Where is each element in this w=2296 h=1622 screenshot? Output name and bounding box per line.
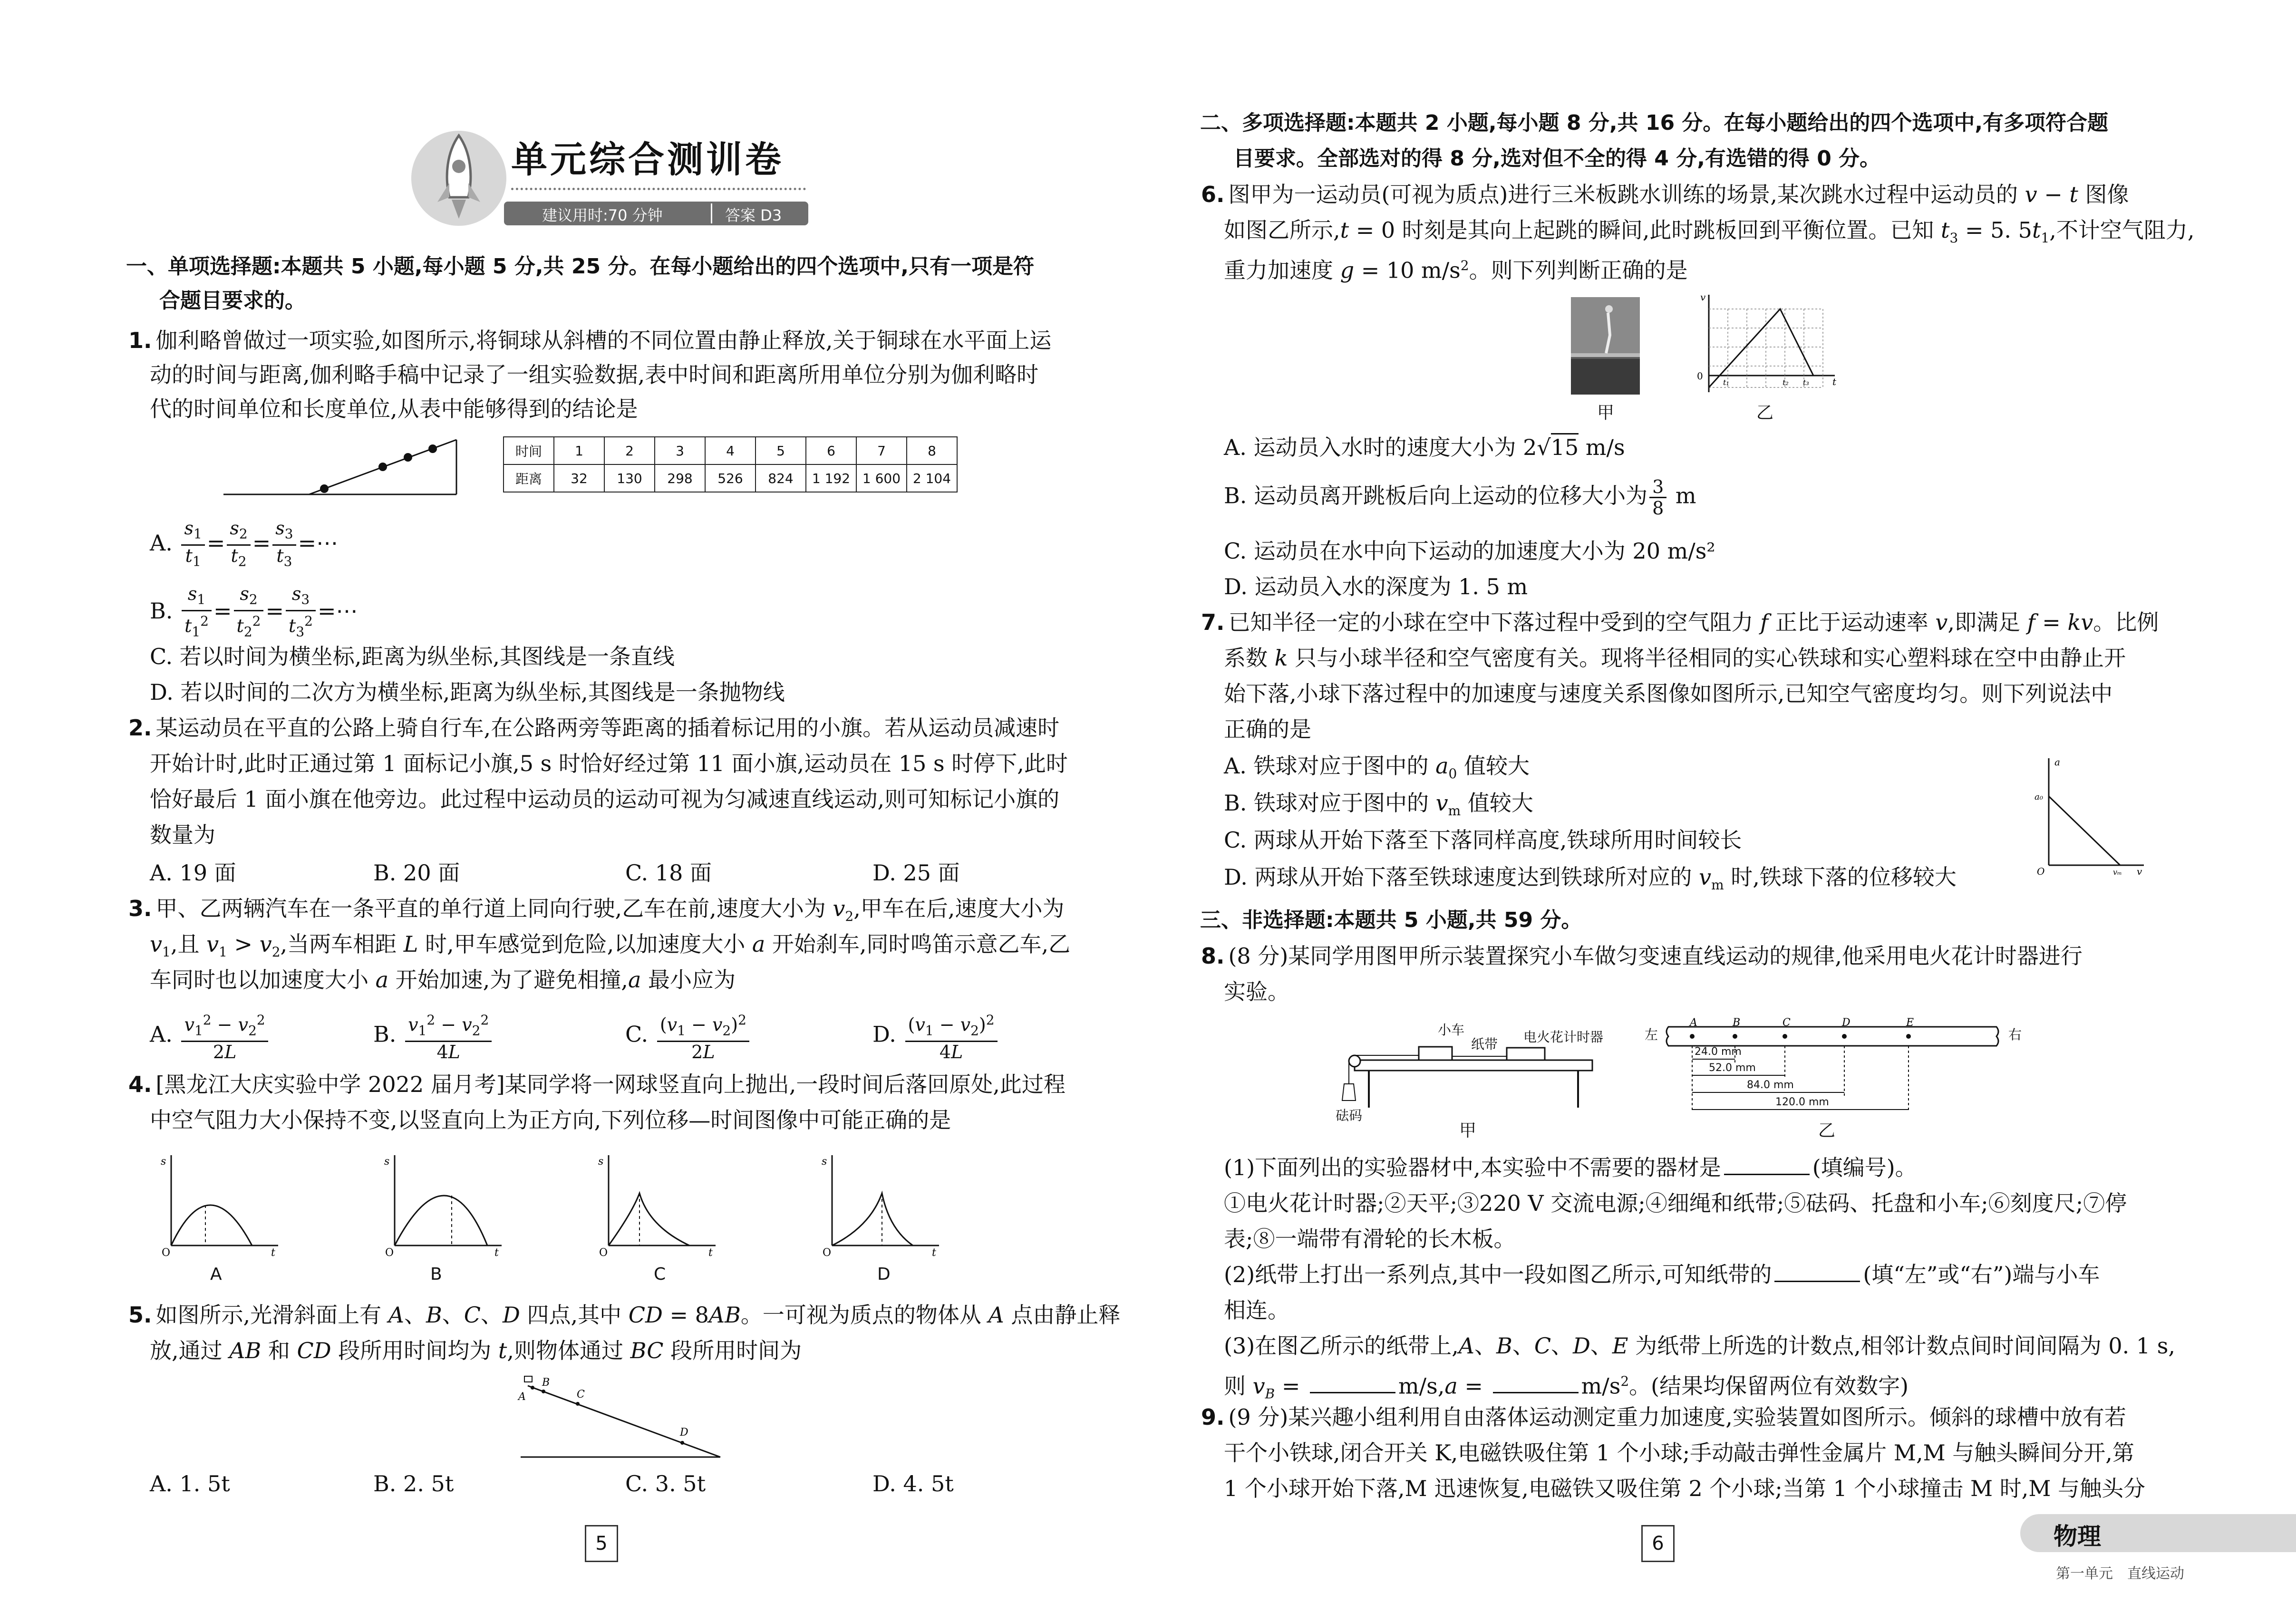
tape-left-label: 左 <box>1645 1027 1658 1043</box>
q1-option-a: A. $\frac{s_1}{t_1}$ = $\frac{s_2}{t_2}$ = $\frac{s_3}{t_3}$ =⋯ <box>150 518 339 570</box>
svg-text:D: D <box>680 1427 688 1439</box>
svg-text:t₂: t₂ <box>1783 378 1789 387</box>
q6-fig-label-2: 乙 <box>1756 403 1774 423</box>
section-2-title-cont: 目要求。全部选对的得 8 分,选对但不全的得 4 分,有选错的得 0 分。 <box>1233 146 1881 171</box>
incline-figure <box>223 437 471 499</box>
right-page <box>1148 0 2296 1622</box>
tape-dist-2: 52.0 mm <box>1709 1062 1756 1074</box>
q3-option-d: D. $\frac{(v_1 - v_2)^2}{4L}$ <box>872 1010 999 1062</box>
answer-ref: 答案 D3 <box>725 206 782 224</box>
table-cell: 6 <box>806 437 856 464</box>
tape-right-label: 右 <box>2008 1027 2022 1043</box>
q6-line-2: 如图乙所示,t = 0 时刻是其向上起跳的瞬间,此时跳板回到平衡位置。已知 $t_3 = 5$. $5t_1$,不计空气阻力, <box>1224 217 2195 246</box>
section-1-title-cont: 合题目要求的。 <box>159 289 306 313</box>
svg-text:a: a <box>2054 756 2060 768</box>
q1-line-1: 1. 伽利略曾做过一项实验,如图所示,将铜球从斜槽的不同位置由静止释放,关于铜球在水平面上运 <box>128 328 1052 353</box>
q6-option-a: A. 运动员入水时的速度大小为 2√15 m/s <box>1224 433 1625 462</box>
svg-text:s: s <box>161 1156 166 1168</box>
q8-sub1-line-1: (1)下面列出的实验器材中,本实验中不需要的器材是 (填编号)。 <box>1224 1155 1917 1180</box>
q7-line-3: 始下落,小球下落过程中的加速度与速度关系图像如图所示,已知空气密度均匀。则下列说法中 <box>1224 681 2113 706</box>
table-cell: 8 <box>907 437 957 464</box>
q4-line-2: 中空气阻力大小保持不变,以竖直向上为正方向,下列位移—时间图像中可能正确的是 <box>150 1107 951 1133</box>
q1-option-c: C. 若以时间为横坐标,距离为纵坐标,其图线是一条直线 <box>150 644 675 669</box>
table-cell: 130 <box>604 464 655 492</box>
q3-line-3: 车同时也以加速度大小 a 开始加速,为了避免相撞,a 最小应为 <box>150 967 736 993</box>
table-header-time: 时间 <box>504 437 554 464</box>
svg-text:O: O <box>385 1247 394 1259</box>
table-cell: 1 600 <box>856 464 907 492</box>
q8-sub1-line-3: 表;⑧一端带有滑轮的长木板。 <box>1224 1226 1516 1252</box>
q6-option-d: D. 运动员入水的深度为 1. 5 m <box>1224 574 1528 599</box>
header-dots <box>511 188 806 190</box>
q7-option-d: D. 两球从开始下落至铁球速度达到铁球所对应的 $v_m$ 时,铁球下落的位移较大 <box>1224 864 1957 893</box>
q2-line-2: 开始计时,此时正通过第 1 面标记小旗,5 s 时恰好经过第 11 面小旗,运动员在 15 s 时停下,此时 <box>150 751 1068 776</box>
q8-paper-tape <box>1645 1017 2020 1122</box>
q8-sub2-line-1: (2)纸带上打出一系列点,其中一段如图乙所示,可知纸带的 (填“左”或“右”)端与小车 <box>1224 1262 2100 1287</box>
section-2-title: 二、多项选择题:本题共 2 小题,每小题 8 分,共 16 分。在每小题给出的四个选项中,有多项符合题 <box>1200 111 2109 135</box>
table-cell: 3 <box>655 437 705 464</box>
suggested-time: 建议用时:70 分钟 <box>542 206 663 224</box>
q6-option-b: B. 运动员离开跳板后向上运动的位移大小为 $\frac{3}{8}$ m <box>1224 476 1696 519</box>
svg-text:a₀: a₀ <box>2034 792 2043 802</box>
q1-line-2: 动的时间与距离,伽利略手稿中记录了一组实验数据,表中时间和距离所用单位分别为伽利略时 <box>150 362 1039 387</box>
q6-option-c: C. 运动员在水中向下运动的加速度大小为 20 m/s² <box>1224 538 1715 564</box>
svg-text:E: E <box>1906 1017 1914 1029</box>
q9-line-3: 1 个小球开始下落,M 迅速恢复,电磁铁又吸住第 2 个小球;当第 1 个小球撞击 M 时,M 与触头分 <box>1224 1476 2146 1501</box>
svg-text:0: 0 <box>1697 370 1703 382</box>
q8-sub1-line-2: ①电火花计时器;②天平;③220 V 交流电源;④细绳和纸带;⑤砝码、托盘和小车;⑥刻度尺;⑦停 <box>1224 1190 2127 1216</box>
q5-option-c: C. 3. 5t <box>625 1471 706 1496</box>
q3-line-2: $v_1$,且 $v_1 > v_2$,当两车相距 L 时,甲车感觉到危险,以加速度大小 a 开始刹车,同时鸣笛示意乙车,乙 <box>150 931 1071 960</box>
svg-text:C: C <box>577 1389 585 1400</box>
section-1-title: 一、单项选择题:本题共 5 小题,每小题 5 分,共 25 分。在每小题给出的四个选项中,只有一项是符 <box>126 254 1035 279</box>
q5-option-b: B. 2. 5t <box>373 1471 454 1496</box>
q2-option-d: D. 25 面 <box>872 860 960 886</box>
q2-option-a: A. 19 面 <box>150 860 236 886</box>
q7-line-1: 7. 已知半径一定的小球在空中下落过程中受到的空气阻力 f 正比于运动速率 v,即满足 f = kv。比例 <box>1201 609 2159 635</box>
q7-line-4: 正确的是 <box>1224 716 1311 742</box>
rocket-icon <box>404 119 513 228</box>
q4-graph-a <box>157 1150 285 1260</box>
svg-text:v: v <box>1700 291 1706 303</box>
q8-line-2: 实验。 <box>1224 979 1289 1004</box>
q2-line-3: 恰好最后 1 面小旗在他旁边。此过程中运动员的运动可视为匀减速直线运动,则可知标记小旗的 <box>150 786 1060 812</box>
table-cell: 2 104 <box>907 464 957 492</box>
q8-line-1: 8. (8 分)某同学用图甲所示装置探究小车做匀变速直线运动的规律,他采用电火花计时器进行 <box>1201 943 2083 969</box>
q6-line-3: 重力加速度 g = 10 $m/s^2$。则下列判断正确的是 <box>1224 257 1688 283</box>
q5-option-d: D. 4. 5t <box>872 1471 954 1496</box>
q6-fig-label-1: 甲 <box>1597 403 1615 423</box>
time-divider <box>711 203 712 223</box>
q4-label-b: B <box>430 1265 442 1284</box>
svg-text:O: O <box>162 1247 171 1259</box>
svg-text:O: O <box>2037 866 2045 877</box>
page-number-left: 5 <box>585 1525 618 1562</box>
svg-text:v: v <box>2137 866 2142 877</box>
q8-sub2-line-2: 相连。 <box>1224 1297 1289 1323</box>
table-cell: 1 <box>554 437 604 464</box>
q1-option-b: B. $\frac{s_1}{t_1^2}$ = $\frac{s_2}{t_2^2}$ = $\frac{s_3}{t_3^2}$ =⋯ <box>150 583 358 639</box>
q3-option-c: C. $\frac{(v_1 - v_2)^2}{2L}$ <box>625 1010 751 1062</box>
q2-line-1: 2. 某运动员在平直的公路上骑自行车,在公路两旁等距离的插着标记用的小旗。若从运动员减速时 <box>128 715 1060 741</box>
table-header-distance: 距离 <box>504 464 554 492</box>
q4-label-d: D <box>877 1265 891 1284</box>
svg-text:O: O <box>599 1247 608 1259</box>
q6-vt-graph <box>1690 290 1842 399</box>
table-cell: 7 <box>856 437 907 464</box>
q1-option-d: D. 若以时间的二次方为横坐标,距离为纵坐标,其图线是一条抛物线 <box>150 679 785 705</box>
svg-text:A: A <box>518 1391 526 1403</box>
tape-dist-4: 120.0 mm <box>1775 1096 1829 1108</box>
table-cell: 298 <box>655 464 705 492</box>
q9-line-2: 干个小铁球,闭合开关 K,电磁铁吸住第 1 个小球;手动敲击弹性金属片 M,M 与触头瞬间分开,第 <box>1224 1440 2134 1466</box>
q4-label-c: C <box>654 1265 666 1284</box>
svg-text:vₘ: vₘ <box>2113 868 2122 877</box>
svg-text:s: s <box>598 1156 604 1168</box>
svg-text:A: A <box>1690 1017 1697 1029</box>
svg-text:t: t <box>708 1247 713 1259</box>
unit-name: 第一单元 直线运动 <box>2056 1565 2184 1582</box>
q4-line-1: 4. [黑龙江大庆实验中学 2022 届月考]某同学将一网球竖直向上抛出,一段时间后落回原处,此过程 <box>128 1072 1066 1097</box>
q3-line-1: 3. 甲、乙两辆汽车在一条平直的单行道上同向行驶,乙车在前,速度大小为 $v_2$,甲车在后,速度大小为 <box>128 896 1065 925</box>
q5-incline-figure <box>516 1371 725 1462</box>
q1-line-3: 代的时间单位和长度单位,从表中能够得到的结论是 <box>150 396 638 422</box>
table-cell: 32 <box>554 464 604 492</box>
svg-text:B: B <box>1733 1017 1741 1029</box>
tape-dist-1: 24.0 mm <box>1695 1046 1742 1058</box>
q8-sub3-line-1: (3)在图乙所示的纸带上,A、B、C、D、E 为纸带上所选的计数点,相邻计数点间时间间隔为 0. 1 s, <box>1224 1333 2176 1359</box>
q7-av-graph <box>2034 753 2149 877</box>
q8-fig-label-1: 甲 <box>1459 1121 1477 1140</box>
q2-line-4: 数量为 <box>150 822 215 848</box>
table-cell: 824 <box>756 464 806 492</box>
table-cell: 1 192 <box>806 464 856 492</box>
q8-car-label: 小车 <box>1438 1022 1465 1038</box>
svg-text:t: t <box>932 1247 936 1259</box>
galileo-data-table <box>503 436 958 492</box>
q5-option-a: A. 1. 5t <box>150 1471 230 1496</box>
svg-text:C: C <box>1783 1017 1791 1029</box>
svg-text:t₃: t₃ <box>1803 378 1809 387</box>
svg-text:t: t <box>271 1247 275 1259</box>
svg-text:B: B <box>542 1377 550 1389</box>
svg-text:D: D <box>1842 1017 1850 1029</box>
q4-graph-d <box>818 1150 946 1260</box>
table-cell: 526 <box>705 464 756 492</box>
svg-text:t₁: t₁ <box>1723 378 1729 387</box>
header-title: 单元综合测训卷 <box>511 138 784 181</box>
q5-line-1: 5. 如图所示,光滑斜面上有 A、B、C、D 四点,其中 CD = 8AB。一可视为质点的物体从 A 点由静止释 <box>128 1302 1121 1328</box>
svg-text:t: t <box>494 1247 499 1259</box>
q9-line-1: 9. (9 分)某兴趣小组利用自由落体运动测定重力加速度,实验装置如图所示。倾斜的球槽中放有若 <box>1201 1404 2126 1430</box>
section-3-title: 三、非选择题:本题共 5 小题,共 59 分。 <box>1200 908 1582 932</box>
q3-option-a: A. $\frac{v_1^2 - v_2^2}{2L}$ <box>150 1010 270 1062</box>
q8-sub3-line-2: 则 $v_B = m/s,a = m/s^2$。(结果均保留两位有效数字) <box>1224 1373 1909 1402</box>
diver-photo <box>1571 297 1640 395</box>
q4-label-a: A <box>210 1265 222 1284</box>
table-cell: 5 <box>756 437 806 464</box>
q4-graph-c <box>594 1150 723 1260</box>
page-number-right: 6 <box>1641 1525 1675 1562</box>
q7-option-a: A. 铁球对应于图中的 $a_0$ 值较大 <box>1224 753 1530 782</box>
q7-option-b: B. 铁球对应于图中的 $v_m$ 值较大 <box>1224 790 1533 819</box>
q7-line-2: 系数 k 只与小球半径和空气密度有关。现将半径相同的实心铁球和实心塑料球在空中由静止开 <box>1224 645 2126 671</box>
svg-text:s: s <box>384 1156 390 1168</box>
q7-option-c: C. 两球从开始下落至下落同样高度,铁球所用时间较长 <box>1224 827 1742 853</box>
q8-fig-label-2: 乙 <box>1818 1121 1836 1140</box>
q8-weight-label: 砝码 <box>1336 1108 1363 1123</box>
q5-line-2: 放,通过 AB 和 CD 段所用时间均为 t,则物体通过 BC 段所用时间为 <box>150 1338 802 1363</box>
q8-timer-label: 电火花计时器 <box>1523 1029 1604 1045</box>
subject-name: 物理 <box>2054 1523 2101 1550</box>
table-cell: 4 <box>705 437 756 464</box>
q4-graph-b <box>380 1150 509 1260</box>
svg-text:s: s <box>822 1156 827 1168</box>
table-cell: 2 <box>604 437 655 464</box>
tape-dist-3: 84.0 mm <box>1747 1079 1794 1091</box>
svg-text:O: O <box>823 1247 832 1259</box>
q2-option-b: B. 20 面 <box>373 860 460 886</box>
q8-tape-label: 纸带 <box>1471 1036 1498 1052</box>
q6-line-1: 6. 图甲为一运动员(可视为质点)进行三米板跳水训练的场景,某次跳水过程中运动员的 v − t 图像 <box>1201 182 2129 207</box>
svg-text:t: t <box>1832 376 1837 387</box>
q3-option-b: B. $\frac{v_1^2 - v_2^2}{4L}$ <box>373 1010 494 1062</box>
q2-option-c: C. 18 面 <box>625 860 712 886</box>
